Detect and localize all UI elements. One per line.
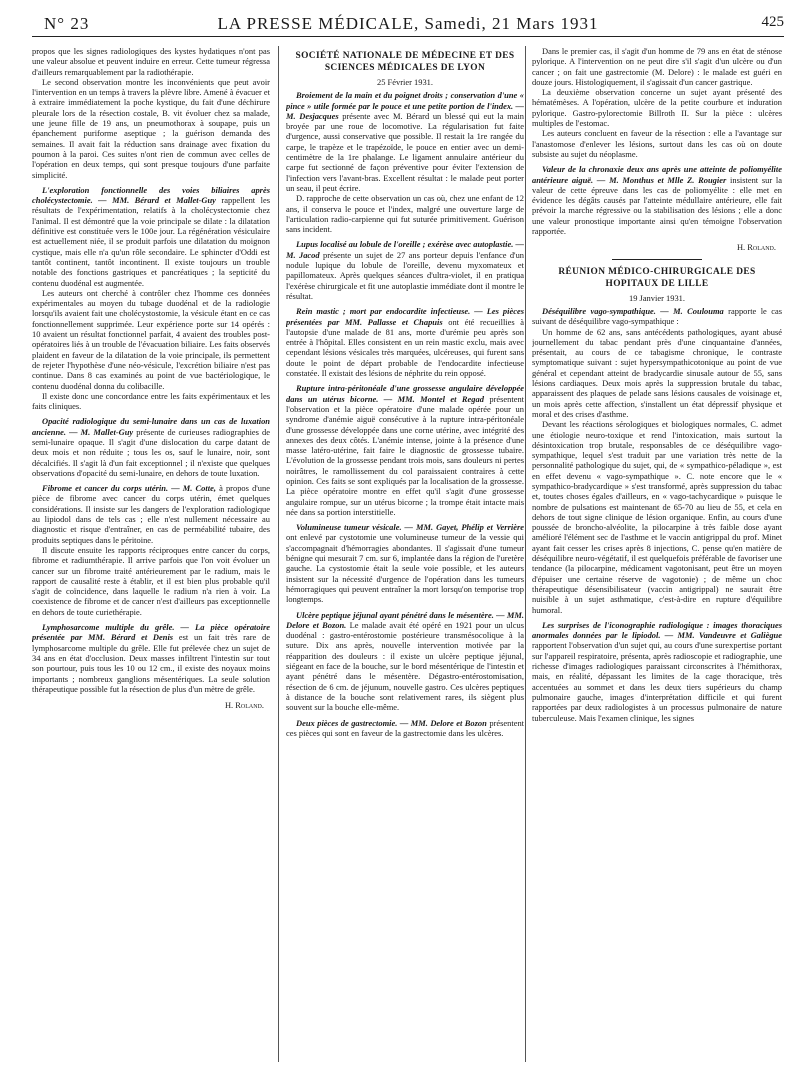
article-biliary — [32, 185, 270, 288]
header-rule — [32, 36, 784, 37]
article-text: est un fait très rare de lymphosarcome multiple du grêle. Elle fut prélevée chez un sujet de 34 ans en état d'occlusion. Deux masses infiltrent l'intestin sur tout son pourtour, puis tous les 10 ou 12 cm., il existe des noyaux moins importants ; nombreux ganglions mésentériques. La seule solution thérapeutique possible fut la résection de plus d'un mètre de grêle. — [32, 632, 270, 694]
article-lymphosarcome — [32, 622, 270, 694]
session-date: 19 Janvier 1931. — [628, 292, 685, 303]
article-rupture — [286, 383, 524, 517]
paragraph: Les auteurs concluent en faveur de la résection : elle a l'avantage sur l'anastomose d'enlever les lésions, surtout dans les cas où on doute subsiste au sujet du néoplasme. — [532, 128, 782, 159]
society-heading: SOCIÉTÉ NATIONALE DE MÉDECINE ET DES SCIENCES MÉDICALES DE LYON — [295, 51, 515, 73]
article-title: Fibrome et cancer du corps utérin. — M. Cotte, — [42, 483, 216, 494]
paragraph: D. rapproche de cette observation un cas où, chez une enfant de 12 ans, il conserva le pouce et l'index, malgré une ouverture large de l'articulation radio-carpienne qui fut suturée primitivement. Guérison sans incident. — [286, 193, 524, 235]
article-text: à propos d'une pièce de fibrome avec cancer du corps utérin, émet quelques considérations. Il insiste sur les dangers de l'exploration radiologique au lipiodol dans de tels cas ; elle n'est nullement nécessaire au diagnostic et risque d'entraîner, en cas de perméabilité tubaire, des produits septiques dans le péritoine. — [32, 483, 270, 545]
article-text: ont enlevé par cystotomie une volumineuse tumeur de la vessie qui s'accompagnait d'hémorragies abondantes. Il s'agissait d'une tumeur bénigne qui mesurait 7 cm. sur 6, implantée dans la région de l'uretère gauche. La cystostomie était la seule voie possible, et les auteurs insistent sur la nécessité d'urgence de l'opération dans les tumeurs hémorragiques qui peuvent entraîner la mort lorsqu'on temporise trop longtemps. — [286, 532, 524, 605]
paragraph: Il discute ensuite les rapports réciproques entre cancer du corps, fibrome et radiumthérapie. Il arrive parfois que l'on voit évoluer un cancer sur un fibrome traité antérieurement par le radium, mais le rapport de causalité reste à établir, et il est bien plus probable qu'il s'agit de coïncidence, dans laquelle le radium n'a rien à voir. La coexistence de fibrome et de cancer n'est d'ailleurs pas exceptionnelle en dehors de toute curiethérapie. — [32, 544, 270, 617]
session-date: 25 Février 1931. — [376, 77, 433, 87]
article-text: rapporte le cas suivant de déséquilibre vago-sympathique : — [532, 305, 782, 327]
article-text: ont été recueillies à l'autopsie d'une malade de 81 ans, morte d'urémie peu après son entrée à l'hôpital. Elles consistent en un rein mastic exclu, mais avec cependant lésions vésicales très marquées, ulcéreuses, qui furent sans doute le point de départ probable de l'endocardite infectieuse constatée. Il existait des lésions de néphrite du rein opposé. — [286, 316, 524, 379]
issue-number: N° 23 — [44, 14, 90, 33]
column-2 — [286, 46, 524, 1076]
page-header — [32, 12, 784, 38]
article-title: Volumineuse tumeur vésicale. — MM. Gayet, Phélip et Verrière — [296, 522, 524, 533]
article-lipiodol — [532, 620, 782, 723]
article-title: Lupus localisé au lobule de l'oreille ; exérèse avec autoplastie. — M. Jacod — [286, 239, 524, 260]
paragraph: Le second observation montre les inconvénients que peut avoir l'intervention en un temps à travers la plèvre libre. Amené à évacuer et à extraire immédiatement la poche kystique, du fait d'une déchirure pleurale lors de la résection costale, B. vit évoluer chez sa malade, une jeune fille de 19 ans, un pneumothorax à soupape, puis un épanchement puriforme aseptique ; la guérison demanda des semaines. Il avait fait la réduction sans drainage avec fixation du poumon à la paroi. Ces suites n'ont rien de commun avec celles de l'opération en deux temps, qui sont presque toujours d'une parfaite simplicité. — [32, 76, 270, 180]
article-text: présente de curieuses radiographies de semi-lunaire opaque. Il s'agit d'une dislocation du carpe datant de deux mois et non réduite ; tous les os, sauf le lunaire, noir, sont décalcifiés. Il s'agit là d'un fait exceptionnel ; il n'existe que quelques observations d'opacité du semi-lunaire, en dehors de toute luxation. — [32, 426, 270, 478]
paragraph: Devant les réactions sérologiques et biologiques normales, C. admet une étiologie neuro-toxique et rend l'intoxication, mais surtout la désintoxication trop brutale, responsables de ce déséquilibre vago-sympathique, lequel s'est traduit par une variation très nette de la personnalité pathologique du sujet, qui, de « sympathico-péladique », est en effet devenu « vago-sympathique ». C. note encore que le « sympathico-bradycardique » s'est transformé, après suppression du tabac et, toutes choses égales d'ailleurs, en « vago-tachycardique » puisque le nombre de pulsations est maintenant de 65-70 au lieu de 55, et cela en dehors de tout signe clinique de lésion organique. Enfin, au cours d'une poussée de broncho-alvéolite, la pilocarpine à très faible dose ayant amélioré l'élément sec de l'asthme et le vaccin antigrippal du prof. Minet ayant fait cesser les crises après 8 injections, C. pense qu'en matière de déséquilibre neuro-végétatif, il est quelquefois préférable de favoriser une tendance (la pilocarpine, médicament vagotonisant, peut être un moyen d'épuiser une certaine réserve de vagotonie) ; de même un choc thérapeutique désensibilisateur (vaccin antigrippal) ne saurait être nuisible à un sujet asthmatique, c'est-à-dire en rupture d'équilibre humoral. — [532, 419, 782, 615]
article-fibrome — [32, 483, 270, 545]
column-1 — [32, 46, 270, 1076]
signature: H. Roland. — [736, 242, 776, 253]
article-text: insistent sur la valeur de cette épreuve dans les cas de poliomyélite : elle met en évidence les dégâts causés par l'atteinte médullaire antérieure, elle fait prévoir la marche régressive ou la stabilisation des lésions ; elle a donc une valeur pronostique importante ainsi qu'en témoigne l'observation rapportée. — [532, 174, 782, 237]
article-title: Opacité radiologique du semi-lunaire dans un cas de luxation ancienne. — M. Mallet-Guy — [32, 416, 270, 437]
article-text: présentent ces pièces qui sont en faveur de la gastrectomie dans les ulcères. — [286, 717, 524, 738]
page-number: 425 — [761, 14, 784, 30]
paragraph: Les auteurs ont cherché à contrôler chez l'homme ces données expérimentales au moyen du tubage duodénal et de la radiologie lorsqu'ils avaient fait une cholécystostomie, la vésicule étant en ce cas fonctionnellement supprimée. Leur expérience porte sur 14 opérés : 10 avaient un résultat fonctionnel parfait, 4 avaient des troubles post-opératoires liés à un trouble de l'évacuation biliaire. Les faits observés plaident en faveur de la dilatation de la voie principale, ils permettent de rejeter l'hypothèse d'une néo-vésicule, l'excrétion biliaire n'est pas continue. Dans 8 cas examinés au point de vue bactériologique, le contenu duodénal donna du colibacille. — [32, 287, 270, 391]
article-text: présente avec M. Bérard un blessé qui eut la main broyée par une roue de locomotive. La régularisation fut faite d'urgence, aussi conservative que possible. Il restait la 1re rangée du carpe, le trapèze et le trapézoïde, le pouce en entier avec un demi-centimètre de la 1re phalange. Le ligament annulaire antérieur du carpe fut sectionné de façon préventive pour éviter l'extension de l'infection vers l'avant-bras. Excellent résultat : le malade peut porter un seau, il peut écrire. — [286, 110, 524, 193]
paragraph: propos que les signes radiologiques des kystes hydatiques n'ont pas une valeur absolue et peuvent induire en erreur. Cette tumeur régressa d'ailleurs remarquablement par la radiothérapie. — [32, 46, 270, 77]
article-title: Lymphosarcome multiple du grêle. — La pièce opératoire présentée par MM. Bérard et Denis — [32, 622, 270, 643]
society-heading: RÉUNION MÉDICO-CHIRURGICALE DES HOPITAUX DE LILLE — [558, 266, 756, 289]
article-text: présente un sujet de 27 ans porteur depuis l'enfance d'un nodule lupique du lobule de l'oreille, devenu myxomateux et papillomateux. Après quelques séances d'ultra-violet, il en pratiqua l'exérèse chirurgicale et fit une autoplastie immédiate dont il montre le résultat. — [286, 249, 524, 301]
article-title: Les surprises de l'iconographie radiologique : images thoraciques anormales données par le lipiodol. — MM. Vandeuvre et Galiègue — [532, 619, 782, 641]
article-title: Déséquilibre vago-sympathique. — M. Coulouma — [542, 305, 724, 316]
article-chronaxie — [532, 164, 782, 236]
article-title: Deux pièces de gastrectomie. — MM. Delore et Bozon — [296, 717, 487, 728]
article-desequilibre — [532, 306, 782, 327]
article-ulcere — [286, 610, 524, 713]
article-title: Rupture intra-péritonéale d'une grossesse angulaire développée dans un utérus bicorne. — MM. Montel et Regad — [286, 383, 524, 404]
article-text: rappellent les résultats de l'expérimentation, relatifs à la cholécystectomie chez l'animal. Il est démontré que la voie principale se dilate : la dilatation définitive est constituée vers le 100e jour. La régénération vésiculaire est actuellement niée, il se produit parfois une dilatation du moignon cystique, mais elle n'a qu'un rôle secondaire. Le sphincter d'Oddi est tantôt continent, tantôt incontinent. Il existe toujours un trouble notable des fonctions gastriques et pancréatiques ; la septicité du contenu duodénal est augmentée. — [32, 195, 270, 288]
article-main — [286, 90, 524, 193]
article-text: rapportent l'observation d'un sujet qui, au cours d'une surexpertise portant sur l'appareil respiratoire, présenta, après radioscopie et radiographie, une richesse d'images radiologiques paraissant circonscrites à l'hémithorax, mais, en réalité, dépassant les limites de la cage thoracique, très accentuées au sommet et dans les deux tiers supérieurs du champ pulmonaire gauche, images d'interprétation difficile et qui furent rapportées par deux radiologistes à un processus pulmonaire de nature tuberculeuse. Mais l'examen clinique, les signes — [532, 640, 782, 723]
journal-title: LA PRESSE MÉDICALE, Samedi, 21 Mars 1931 — [217, 14, 599, 33]
article-text: Le malade avait été opéré en 1921 pour un ulcus duodénal : gastro-entérostomie postérieure transmésocolique à la suture. Dix ans après, nouvelle intervention motivée par la réapparition des douleurs : il existe un ulcère peptique jéjunal, siégeant en face de la bouche, sur le bord mésentérique de l'intestin et ayant pénétré dans le mésentère. Dégastro-entérostomisation, résection de 6 cm. de jéjunum, nouvelle gastro. Ces ulcères peptiques à distance de la bouche sont relativement rares, ils siègent plus souvent sur la bouche elle-même. — [286, 619, 524, 713]
column-separator-1 — [278, 46, 279, 1062]
article-text: présentent l'observation et la pièce opératoire d'une malade opérée pour un syndrome d'anémie aiguë consécutive à la rupture intra-péritonéale d'une grossesse développée dans une corne utérine, avec intégrité des annexes des deux côtés. L'anémie intense, jointe à la présence d'une masse latéro-utérine, fait faire le diagnostic de grossesse tubaire. L'évolution de la grossesse pendant trois mois, sans douleurs ni pertes noirâtres, le ramollissement du col paraissaient contraires à cette opinion. Ces faits se sont expliqués par la localisation de la grossesse. La pièce opératoire montre en effet qu'il s'agit d'une grossesse angulaire rompue, sur un utérus bicorne ; la trompe était intacte mais née dans sa portion interstitielle. — [286, 393, 524, 517]
column-3 — [532, 46, 782, 1076]
column-separator-2 — [525, 46, 526, 1062]
article-rein — [286, 306, 524, 378]
article-lupus — [286, 239, 524, 301]
paragraph: La deuxième observation concerne un sujet ayant présenté des hématémèses. A l'opération, ulcère de la petite courbure et induration pylorique. Gastro-pylorectomie Billroth II. Sur la pièce : ulcères multiples de l'estomac. — [532, 87, 782, 129]
signature: H. Roland. — [224, 700, 264, 711]
article-gastrectomie — [286, 718, 524, 739]
paragraph: Un homme de 62 ans, sans antécédents pathologiques, ayant abusé journellement du tabac pendant près d'une cinquantaine d'années, présentait, au cours de ce tabagisme chronique, le contraste symptomatique suivant : sujet hypersympathicotonique au point de vue général et cependant atteint de bradycardie sinusale autour de 55, sans lésions cardiaques. Deux mois après la suppression brutale du tabac, apparaissent des plaques de pelade sans lésions causales de voisinage et, un mois après cette affection, s'installent un état dépressif physique et moral et des crises d'asthme. — [532, 326, 782, 419]
paragraph: Il existe donc une concordance entre les faits expérimentaux et les faits cliniques. — [32, 390, 270, 412]
section-rule — [612, 259, 702, 260]
article-title: Rein mastic ; mort par endocardite infectieuse. — Les pièces présentées par MM. Pallasse et Chapuis — [286, 306, 524, 327]
article-title: Valeur de la chronaxie deux ans après une atteinte de poliomyélite antérieure aiguë. — M. Monthus et Mlle Z. Rougier — [532, 164, 782, 185]
article-tumeur — [286, 522, 524, 604]
paragraph: Dans le premier cas, il s'agit d'un homme de 79 ans en état de sténose pylorique. A l'intervention on ne peut dire s'il s'agit d'un ulcère ou d'un cancer ; on fait une gastrectomie (M. Delore) : le malade est guéri en douze jours. Histologiquement, il s'agissait d'un cancer gastrique. — [532, 46, 782, 87]
article-title: L'exploration fonctionnelle des voies biliaires après cholécystectomie. — MM. Bérard et Mallet-Guy — [32, 184, 270, 206]
article-semilunaire — [32, 416, 270, 478]
article-title: Broiement de la main et du poignet droits ; conservation d'une « pince » utile formée par le pouce et une petite portion de l'index. — M. Desjacques — [286, 90, 524, 121]
article-title: Ulcère peptique jéjunal ayant pénétré dans le mésentère. — MM. Delore et Bozon. — [286, 609, 524, 630]
